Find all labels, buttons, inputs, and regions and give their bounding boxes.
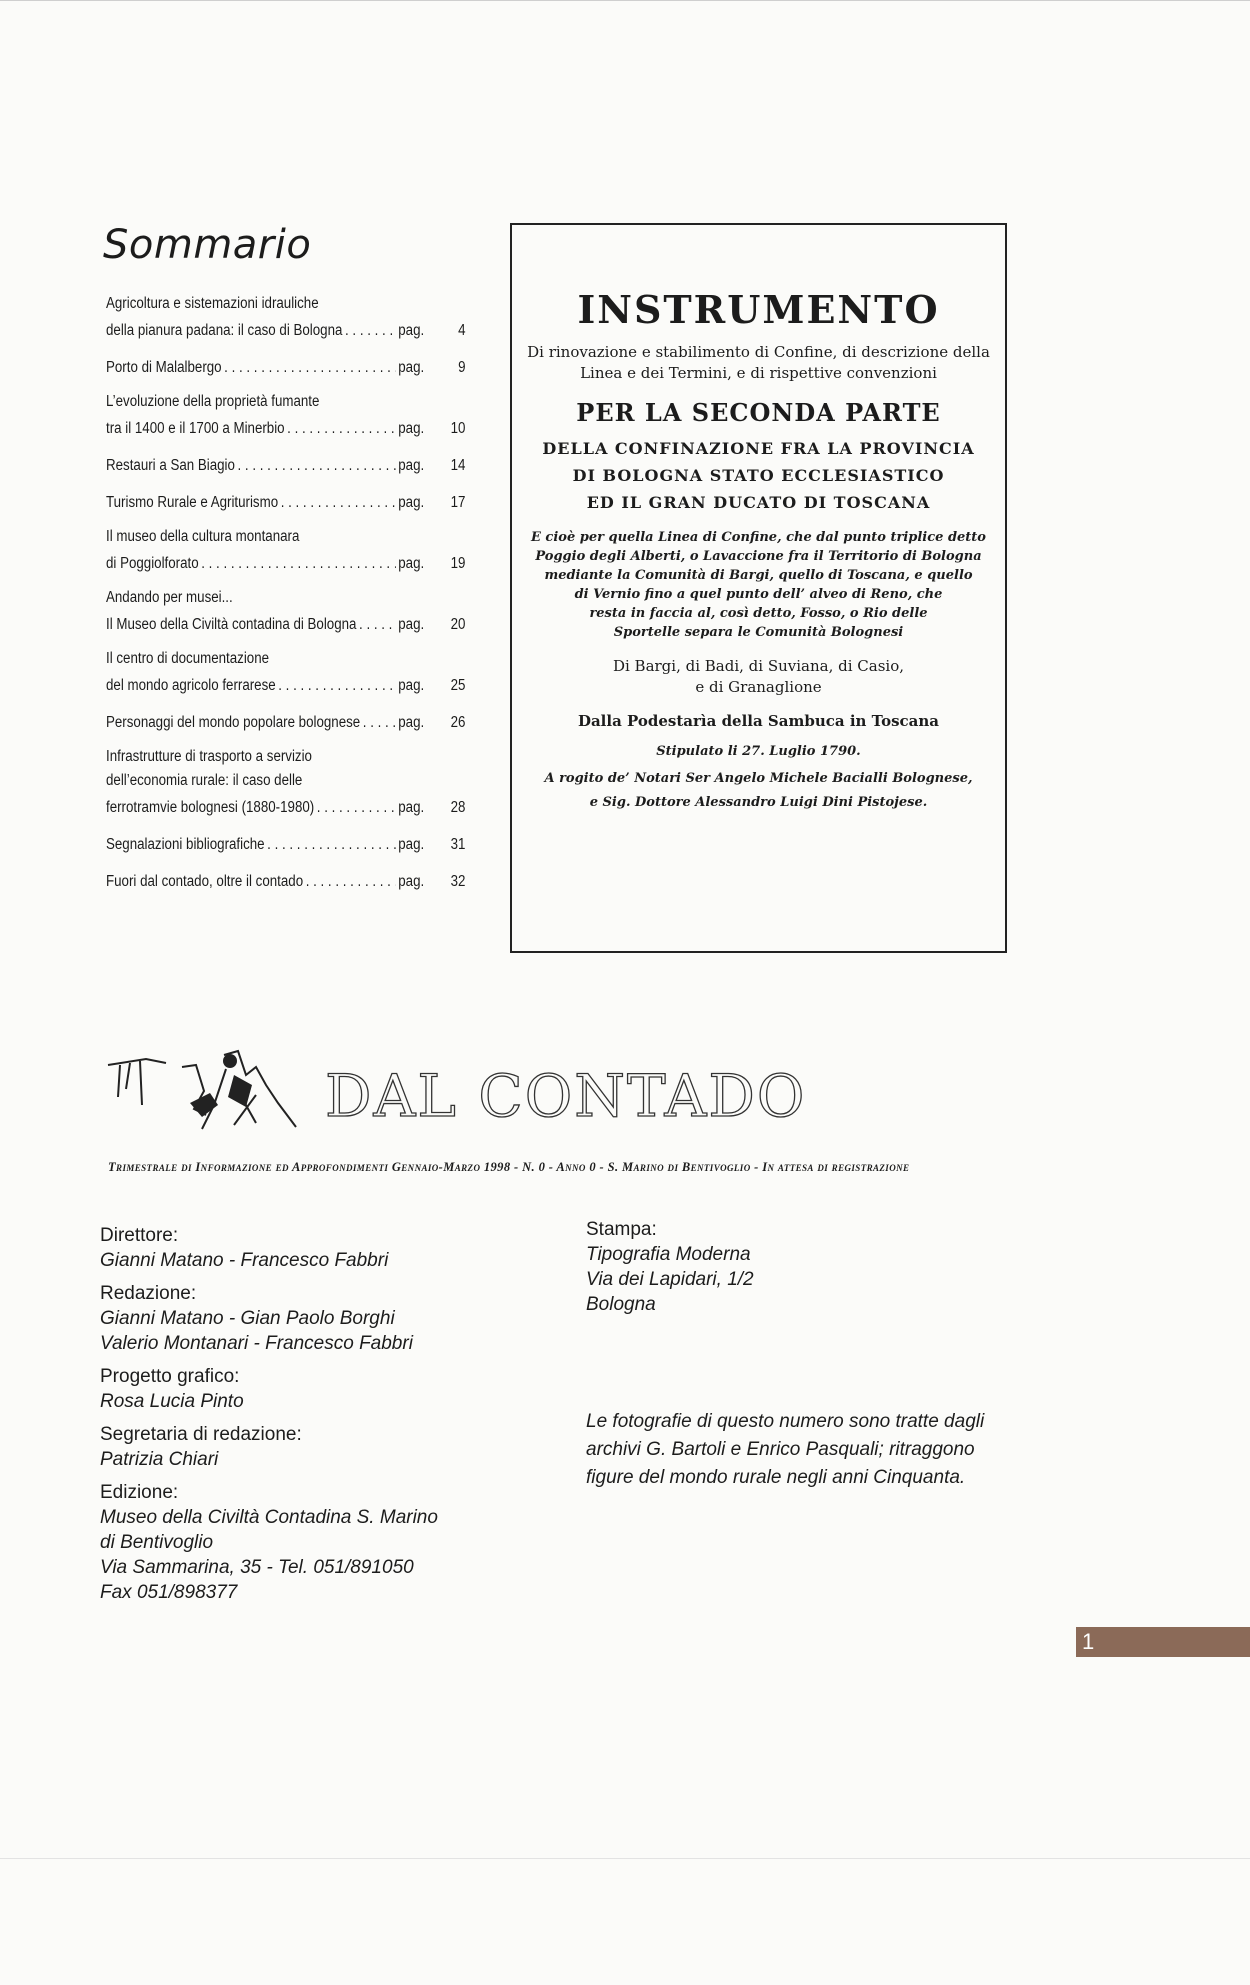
toc-page-number: 31 [450,836,466,853]
masthead-title: DAL CONTADO [325,1062,807,1130]
toc-entry-title: tra il 1400 e il 1700 a Minerbio [106,420,285,437]
comm-line: e di Granaglione [695,678,822,696]
credits-direttore [100,1223,520,1273]
desc-line: resta in faccia al, così detto, Fosso, o Rio delle [589,606,928,621]
toc-pag-label: pag. [398,322,425,339]
toc-leader-dots [238,451,396,480]
toc-page-number: 14 [450,457,466,474]
note-line: Le fotografie di questo numero sono tratte dagli [586,1411,985,1432]
toc-page-number: 4 [458,322,466,339]
toc-line [106,353,465,382]
instrumento-podestaria: Dalla Podestarìa della Sambuca in Toscana [577,712,940,730]
intro-line: Linea e dei Termini, e di rispettive convenzioni [580,364,937,382]
conf-line: ED IL GRAN DUCATO DI TOSCANA [586,493,931,512]
credit-value: di Bentivoglio [100,1532,214,1553]
toc-entry-title: Segnalazioni bibliografiche [106,836,265,853]
toc-entry [106,488,465,517]
toc-entry [106,745,465,822]
masthead-figures-logo [106,1045,306,1137]
toc-pag-label: pag. [398,799,425,816]
intro-line: Di rinovazione e stabilimento di Confine, di descrizione della [527,343,990,361]
credit-value: Rosa Lucia Pinto [100,1391,244,1412]
toc-line [106,769,465,793]
credit-value: Valerio Montanari - Francesco Fabbri [100,1333,413,1354]
credit-value: Patrizia Chiari [100,1449,219,1470]
toc-leader-dots [287,414,396,443]
toc-leader-dots [317,793,396,822]
toc-entry-title: L’evoluzione della proprietà fumante [106,393,320,410]
toc-pag-label: pag. [398,836,425,853]
credits-edizione [100,1480,520,1605]
desc-line: E cioè per quella Linea di Confine, che dal punto triplice detto [531,530,986,545]
toc-entry-title: del mondo agricolo ferrarese [106,677,276,694]
toc-pag-label: pag. [398,616,425,633]
note-line: figure del mondo rurale negli anni Cinquanta. [586,1467,966,1488]
toc-entry-title: Andando per musei... [106,589,233,606]
toc-entry-title: ferrotramvie bolognesi (1880-1980) [106,799,315,816]
instrumento-description [512,528,1005,642]
toc-entry-title: Restauri a San Biagio [106,457,235,474]
credit-value: Gianni Matano - Francesco Fabbri [100,1250,389,1271]
toc-line [106,830,465,859]
bottom-edge [0,1858,1250,1859]
toc-line [106,414,465,443]
toc-line [106,708,465,737]
toc-pag-label: pag. [398,677,425,694]
credit-value: Via Sammarina, 35 - Tel. 051/891050 [100,1557,414,1578]
credit-label: Edizione: [100,1482,179,1503]
credits-segretaria [100,1422,520,1472]
toc-entry [106,451,465,480]
instrumento-part: PER LA SECONDA PARTE [576,398,941,427]
instrumento-document-box [510,223,1007,953]
instrumento-stipulato: Stipulato li 27. Luglio 1790. [656,744,861,759]
toc-line [106,671,465,700]
toc-page-number: 17 [450,494,466,511]
toc-entry [106,525,465,578]
toc-pag-label: pag. [398,457,425,474]
toc-leader-dots [267,830,396,859]
toc-page-number: 20 [450,616,466,633]
toc-entry-title: Agricoltura e sistemazioni idrauliche [106,295,319,312]
table-of-contents [106,292,466,904]
toc-line [106,488,465,517]
photo-note [586,1408,1046,1492]
toc-entry-title: Fuori dal contado, oltre il contado [106,873,304,890]
credit-label: Progetto grafico: [100,1366,240,1387]
toc-entry-title: Personaggi del mondo popolare bolognese [106,714,361,731]
masthead-subtitle: Trimestrale di Informazione ed Approfondimenti Gennaio-Marzo 1998 - N. 0 - Anno 0 - S. Marino di Bentivoglio - In attesa di registrazione [108,1160,910,1174]
instrumento-rogito [512,767,1005,815]
credit-value: Bologna [586,1294,656,1315]
toc-entry [106,708,465,737]
toc-line [106,647,465,671]
toc-entry-title: Infrastrutture di trasporto a servizio [106,748,312,765]
toc-page-number: 19 [450,555,466,572]
credits-left [100,1223,520,1613]
credit-value: Via dei Lapidari, 1/2 [586,1269,754,1290]
toc-line [106,586,465,610]
desc-line: mediante la Comunità di Bargi, quello di Toscana, e quello [544,568,973,583]
instrumento-confinazione [512,435,1005,516]
toc-entry [106,353,465,382]
note-line: archivi G. Bartoli e Enrico Pasquali; ritraggono [586,1439,975,1460]
top-edge [0,0,1250,1]
instrumento-intro [512,342,1005,384]
toc-entry-title: Porto di Malalbergo [106,359,222,376]
page-number-tab: 1 [1076,1627,1250,1657]
toc-entry [106,390,465,443]
toc-leader-dots [359,610,396,639]
toc-line [106,525,465,549]
desc-line: di Vernio fino a quel punto dell’ alveo di Reno, che [574,587,943,602]
toc-entry [106,292,465,345]
toc-pag-label: pag. [398,873,425,890]
toc-entry-title: della pianura padana: il caso di Bologna [106,322,343,339]
credit-label: Stampa: [586,1219,657,1240]
toc-page-number: 28 [450,799,466,816]
credit-label: Segretaria di redazione: [100,1424,302,1445]
toc-leader-dots [345,316,396,345]
credits-progetto [100,1364,520,1414]
credit-value: Gianni Matano - Gian Paolo Borghi [100,1308,395,1329]
sommario-title: Sommario [103,222,312,268]
toc-pag-label: pag. [398,494,425,511]
comm-line: Di Bargi, di Badi, di Suviana, di Casio, [612,657,905,675]
toc-leader-dots [278,671,395,700]
instrumento-title: INSTRUMENTO [577,287,940,332]
conf-line: DELLA CONFINAZIONE FRA LA PROVINCIA [542,439,975,458]
desc-line: Poggio degli Alberti, o Lavaccione fra il Territorio di Bologna [535,549,982,564]
toc-entry-title: Il museo della cultura montanara [106,528,300,545]
credit-label: Direttore: [100,1225,179,1246]
conf-line: DI BOLOGNA STATO ECCLESIASTICO [572,466,945,485]
toc-entry [106,867,465,896]
desc-line: Sportelle separa le Comunità Bolognesi [613,625,904,640]
toc-leader-dots [363,708,396,737]
credit-value: Fax 051/898377 [100,1582,238,1603]
toc-pag-label: pag. [398,714,425,731]
credit-label: Redazione: [100,1283,197,1304]
toc-line [106,793,465,822]
toc-page-number: 10 [450,420,466,437]
toc-leader-dots [306,867,396,896]
toc-leader-dots [281,488,396,517]
toc-line [106,292,465,316]
toc-line [106,745,465,769]
rogito-line: e Sig. Dottore Alessandro Luigi Dini Pistojese. [589,795,928,810]
toc-page-number: 9 [458,359,466,376]
credits-redazione [100,1281,520,1356]
toc-line [106,867,465,896]
toc-entry-title: Il centro di documentazione [106,650,270,667]
toc-line [106,549,465,578]
toc-page-number: 25 [450,677,466,694]
toc-line [106,451,465,480]
toc-line [106,390,465,414]
toc-entry-title: Turismo Rurale e Agriturismo [106,494,279,511]
credit-value: Museo della Civiltà Contadina S. Marino [100,1507,438,1528]
toc-pag-label: pag. [398,555,425,572]
toc-pag-label: pag. [398,359,425,376]
toc-entry [106,830,465,859]
credits-right [586,1217,1056,1325]
toc-entry-title: Il Museo della Civiltà contadina di Bologna [106,616,357,633]
toc-page-number: 32 [450,873,466,890]
toc-pag-label: pag. [398,420,425,437]
toc-line [106,610,465,639]
toc-entry-title: di Poggiolforato [106,555,199,572]
toc-entry [106,647,465,700]
credits-stampa [586,1217,1056,1317]
toc-page-number: 26 [450,714,466,731]
instrumento-communities [512,656,1005,698]
toc-entry-title: dell’economia rurale: il caso delle [106,772,303,789]
toc-entry [106,586,465,639]
credit-value: Tipografia Moderna [586,1244,751,1265]
toc-line [106,316,465,345]
toc-leader-dots [224,353,395,382]
toc-leader-dots [201,549,395,578]
rogito-line: A rogito de’ Notari Ser Angelo Michele Bacialli Bolognese, [544,771,973,786]
